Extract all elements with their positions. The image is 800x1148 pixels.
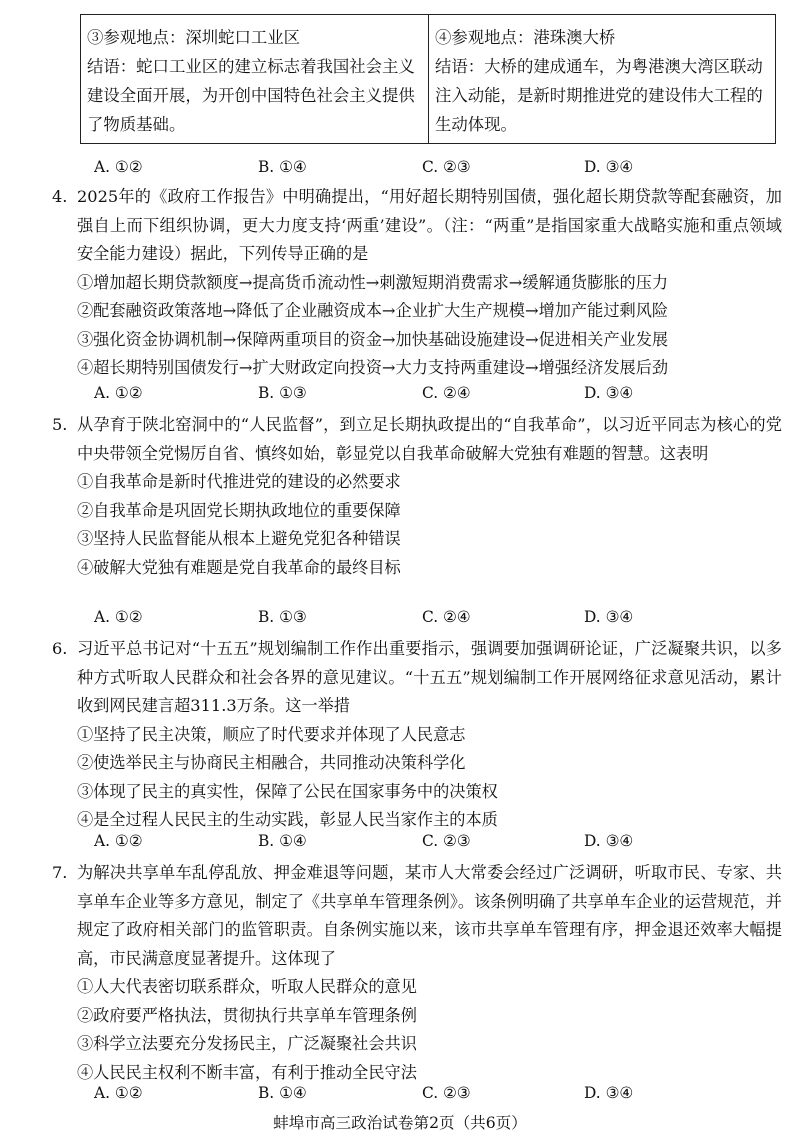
statement-item: ①坚持了民主决策，顺应了时代要求并体现了人民意志 bbox=[77, 724, 466, 744]
statement-item: ④超长期特别国债发行→扩大财政定向投资→大力支持两重建设→增强经济发展后劲 bbox=[77, 358, 669, 377]
statement-item: ③坚持人民监督能从根本上避免党犯各种错误 bbox=[77, 529, 401, 548]
question-6 bbox=[52, 635, 782, 835]
statement-list bbox=[77, 973, 782, 1087]
option-d: D. ③④ bbox=[584, 608, 634, 626]
statement-item: ④破解大党独有难题是党自我革命的最终目标 bbox=[77, 557, 401, 577]
question-stem: 习近平总书记对“十五五”规划编制工作作出重要指示，强调要加强调研论证，广泛凝聚共识，以多种方式听取人民群众和社会各界的意见建议。“十五五”规划编制工作开展网络征求意见活动，累计收到网民建言超311.3万条。这一举措 bbox=[77, 639, 782, 715]
statement-item: ①增加超长期贷款额度→提高货币流动性→刺激短期消费需求→缓解通货膨胀的压力 bbox=[77, 272, 669, 292]
question-number: 7. bbox=[52, 863, 68, 882]
table-cell-shekou bbox=[81, 15, 428, 143]
statement-item: ②政府要严格执法，贯彻执行共享单车管理条例 bbox=[77, 1005, 417, 1025]
table-cell-bridge bbox=[428, 15, 775, 143]
table-cell-heading: ③参观地点：深圳蛇口工业区 bbox=[87, 28, 301, 47]
statement-list bbox=[77, 468, 782, 582]
statement-item: ②自我革命是巩固党长期执政地位的重要保障 bbox=[77, 500, 401, 520]
question-stem: 从孕育于陕北窑洞中的“人民监督”，到立足长期执政提出的“自我革命”，以习近平同志为核心的党中央带领全党惕厉自省、慎终如始，彰显党以自我革命破解大党独有难题的智慧。这表明 bbox=[77, 415, 782, 463]
option-d: D. ③④ bbox=[584, 384, 634, 402]
option-a: A. ①② bbox=[94, 384, 143, 402]
question-number: 5. bbox=[52, 415, 68, 434]
option-a: A. ①② bbox=[94, 832, 143, 850]
q5-options bbox=[94, 604, 754, 630]
option-c: C. ②③ bbox=[422, 158, 471, 176]
option-c: C. ②③ bbox=[422, 832, 471, 850]
option-d: D. ③④ bbox=[584, 832, 634, 850]
question-number: 4. bbox=[52, 187, 68, 206]
table-cell-text: 结语：大桥的建成通车，为粤港澳大湾区联动注入动能，是新时期推进党的建设伟大工程的生动体现。 bbox=[435, 57, 763, 134]
option-b: B. ①③ bbox=[258, 384, 307, 402]
question-4 bbox=[52, 183, 782, 383]
option-b: B. ①③ bbox=[258, 608, 307, 626]
statement-item: ②配套融资政策落地→降低了企业融资成本→企业扩大生产规模→增加产能过剩风险 bbox=[77, 301, 669, 320]
option-c: C. ②③ bbox=[422, 1084, 471, 1102]
option-a: A. ①② bbox=[94, 158, 143, 176]
statement-item: ④人民民主权利不断丰富，有利于推动全民守法 bbox=[77, 1062, 417, 1082]
option-b: B. ①④ bbox=[258, 158, 307, 176]
question-stem: 为解决共享单车乱停乱放、押金难退等问题，某市人大常委会经过广泛调研，听取市民、专家、共享单车企业等多方意见，制定了《共享单车管理条例》。该条例明确了共享单车企业的运营规范，并规定了政府相关部门的监管职责。自条例实施以来，该市共享单车管理有序，押金退还效率大幅提高，市民满意度显著提升。这体现了 bbox=[77, 863, 782, 968]
statement-list bbox=[77, 269, 782, 383]
option-c: C. ②④ bbox=[422, 608, 471, 626]
statement-item: ②使选举民主与协商民主相融合，共同推动决策科学化 bbox=[77, 753, 466, 772]
q6-options bbox=[94, 828, 754, 854]
option-d: D. ③④ bbox=[584, 1084, 634, 1102]
option-d: D. ③④ bbox=[584, 158, 634, 176]
visit-table bbox=[80, 14, 776, 144]
option-a: A. ①② bbox=[94, 1084, 143, 1102]
statement-item: ③强化资金协调机制→保障两重项目的资金→加快基础设施建设→促进相关产业发展 bbox=[77, 329, 669, 349]
statement-item: ③科学立法要充分发扬民主，广泛凝聚社会共识 bbox=[77, 1034, 417, 1053]
question-stem: 2025年的《政府工作报告》中明确提出，“用好超长期特别国债，强化超长期贷款等配套融资，加强自上而下组织协调，更大力度支持‘两重’建设”。（注：“两重”是指国家重大战略实施和重点领域安全能力建设）据此，下列传导正确的是 bbox=[77, 187, 782, 263]
table-cell-heading: ④参观地点：港珠澳大桥 bbox=[435, 28, 616, 47]
question-7 bbox=[52, 859, 782, 1087]
option-c: C. ②④ bbox=[422, 384, 471, 402]
option-b: B. ①④ bbox=[258, 1084, 307, 1102]
statement-item: ①自我革命是新时代推进党的建设的必然要求 bbox=[77, 472, 401, 491]
option-b: B. ①④ bbox=[258, 832, 307, 850]
statement-list bbox=[77, 721, 782, 835]
q4-options bbox=[94, 380, 754, 406]
question-number: 6. bbox=[52, 639, 68, 658]
statement-item: ④是全过程人民民主的生动实践，彰显人民当家作主的本质 bbox=[77, 810, 498, 829]
statement-item: ③体现了民主的真实性，保障了公民在国家事务中的决策权 bbox=[77, 781, 498, 801]
table-cell-text: 结语：蛇口工业区的建立标志着我国社会主义建设全面开展，为开创中国特色社会主义提供了物质基础。 bbox=[87, 57, 415, 134]
option-a: A. ①② bbox=[94, 608, 143, 626]
q7-options bbox=[94, 1080, 754, 1106]
q3-options bbox=[94, 154, 754, 180]
page-footer: 蚌埠市高三政治试卷第2页（共6页） bbox=[273, 1114, 527, 1132]
question-5 bbox=[52, 411, 782, 582]
statement-item: ①人大代表密切联系群众，听取人民群众的意见 bbox=[77, 977, 417, 996]
